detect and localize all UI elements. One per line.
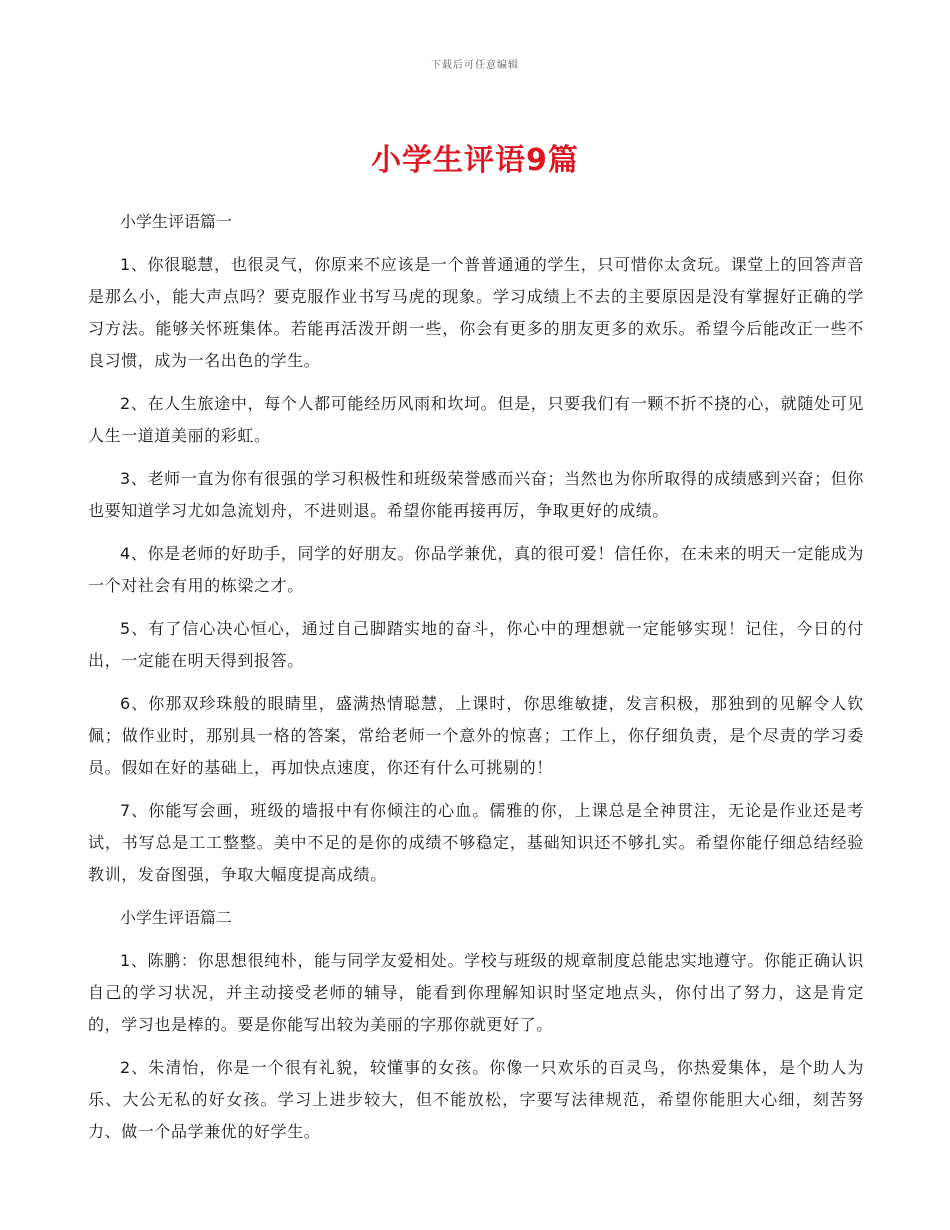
paragraph: 6、你那双珍珠般的眼睛里，盛满热情聪慧，上课时，你思维敏捷，发言积极，那独到的见解令人钦佩；做作业时，那别具一格的答案，常给老师一个意外的惊喜；工作上，你仔细负责，是个尽责的学习委员。假如在好的基础上，再加快点速度，你还有什么可挑剔的！ <box>88 694 864 777</box>
section-heading-2: 小学生评语篇二 <box>120 908 233 927</box>
paragraph: 4、你是老师的好助手，同学的好朋友。你品学兼优，真的很可爱！信任你，在未来的明天一定能成为一个对社会有用的栋梁之才。 <box>88 544 864 595</box>
section-heading-1: 小学生评语篇一 <box>120 212 233 231</box>
paragraph: 1、陈鹏：你思想很纯朴，能与同学友爱相处。学校与班级的规章制度总能忠实地遵守。你能正确认识自己的学习状况，并主动接受老师的辅导，能看到你理解知识时坚定地点头，你付出了努力，这是肯定的，学习也是棒的。要是你能写出较为美丽的字那你就更好了。 <box>88 951 864 1034</box>
paragraph: 5、有了信心决心恒心，通过自己脚踏实地的奋斗，你心中的理想就一定能够实现！记住，今日的付出，一定能在明天得到报答。 <box>88 619 864 670</box>
paragraph: 1、你很聪慧，也很灵气，你原来不应该是一个普普通通的学生，只可惜你太贪玩。课堂上的回答声音是那么小，能大声点吗？要克服作业书写马虎的现象。学习成绩上不去的主要原因是没有掌握好正确的学习方法。能够关怀班集体。若能再活泼开朗一些，你会有更多的朋友更多的欢乐。希望今后能改正一些不良习惯，成为一名出色的学生。 <box>88 255 864 370</box>
paragraph: 7、你能写会画，班级的墙报中有你倾注的心血。儒雅的你，上课总是全神贯注，无论是作业还是考试，书写总是工工整整。美中不足的是你的成绩不够稳定，基础知识还不够扎实。希望你能仔细总结经验教训，发奋图强，争取大幅度提高成绩。 <box>88 801 864 884</box>
header-note: 下载后可任意编辑 <box>431 60 519 71</box>
document-title: 小学生评语9篇 <box>371 143 579 178</box>
document-body <box>88 206 864 1159</box>
paragraph: 2、朱清怡，你是一个很有礼貌，较懂事的女孩。你像一只欢乐的百灵鸟，你热爱集体，是个助人为乐、大公无私的好女孩。学习上进步较大，但不能放松，字要写法律规范，希望你能胆大心细，刻苦努力、做一个品学兼优的好学生。 <box>88 1058 864 1141</box>
paragraph: 3、老师一直为你有很强的学习积极性和班级荣誉感而兴奋；当然也为你所取得的成绩感到兴奋；但你也要知道学习尤如急流划舟，不进则退。希望你能再接再厉，争取更好的成绩。 <box>88 469 864 520</box>
paragraph: 2、在人生旅途中，每个人都可能经历风雨和坎坷。但是，只要我们有一颗不折不挠的心，就随处可见人生一道道美丽的彩虹。 <box>88 394 864 445</box>
